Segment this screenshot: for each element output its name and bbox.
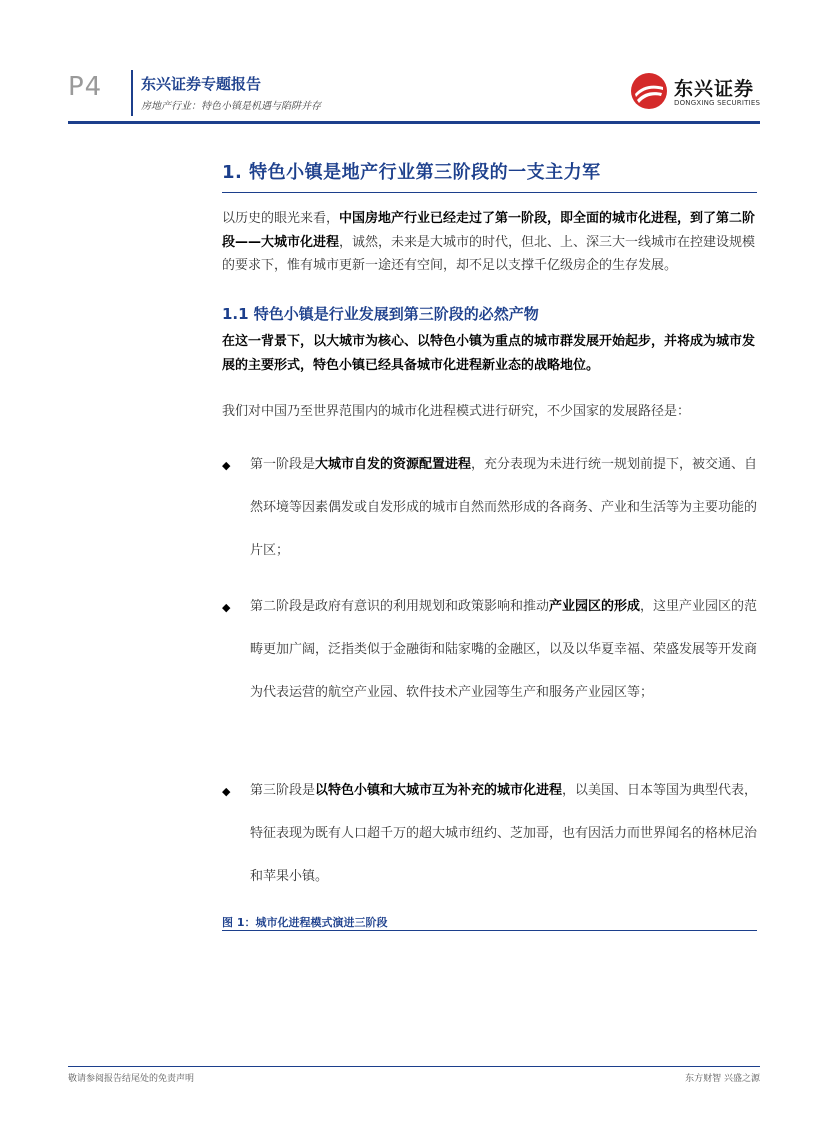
key-point-paragraph: 在这一背景下，以大城市为核心、以特色小镇为重点的城市群发展开始起步，并将成为城市发展的主要形式，特色小镇已经具备城市化进程新业态的战略地位。 [222, 334, 756, 373]
intro-rest-text: ，诚然，未来是大城市的时代，但北、上、深三大一线城市在控建设规模的要求下，惟有城市更新一途还有空间，却不足以支撑千亿级房企的生存发展。 [222, 234, 756, 273]
bullet-marker: ◆ [222, 459, 231, 472]
bullet-post: ，这里产业园区的范畴更加广阔，泛指类似于金融街和陆家嘴的金融区，以及以华夏幸福、荣盛发展等开发商为代表运营的航空产业园、软件技术产业园等生产和服务产业园区等； [250, 599, 758, 700]
section-heading-rule [222, 192, 757, 193]
company-logo [630, 72, 760, 114]
footer-rule [68, 1066, 760, 1067]
logo-emblem-icon [630, 72, 668, 110]
report-title: 东兴证券专题报告 [141, 75, 262, 93]
header-rule [68, 121, 760, 124]
page-number: P4 [68, 72, 103, 102]
bullet-marker: ◆ [222, 601, 231, 614]
figure-caption: 图 1：城市化进程模式演进三阶段 [222, 916, 388, 929]
bullet-item-stage-2 [250, 585, 760, 714]
logo-name-en: DONGXING SECURITIES [674, 99, 761, 107]
figure-caption-rule [222, 930, 757, 931]
bullet-post: ，以美国、日本等国为典型代表，特征表现为既有人口超千万的超大城市纽约、芝加哥，也有因活力而世界闻名的格林尼治和苹果小镇。 [250, 783, 758, 884]
bullet-post: ，充分表现为未进行统一规划前提下，被交通、自然环境等因素偶发或自发形成的城市自然而然形成的各商务、产业和生活等为主要功能的片区； [250, 457, 758, 558]
footer-slogan: 东方财智 兴盛之源 [685, 1074, 760, 1084]
bullet-marker: ◆ [222, 785, 231, 798]
bullet-item-stage-1 [250, 443, 760, 572]
research-intro-paragraph: 我们对中国乃至世界范围内的城市化进程模式进行研究，不少国家的发展路径是： [222, 404, 691, 419]
report-subtitle: 房地产行业：特色小镇是机遇与陷阱并存 [141, 101, 321, 112]
subsection-heading: 1.1 特色小镇是行业发展到第三阶段的必然产物 [222, 305, 539, 323]
bullet-bold: 产业园区的形成 [549, 599, 641, 614]
bullet-item-stage-3 [250, 769, 760, 898]
bullet-bold: 大城市自发的资源配置进程 [315, 457, 472, 472]
bullet-bold: 以特色小镇和大城市互为补充的城市化进程 [315, 783, 563, 798]
intro-bold-text: 中国房地产行业已经走过了第一阶段，即全面的城市化进程，到了第二阶段——大城市化进程 [222, 211, 756, 250]
footer-disclaimer: 敬请参阅报告结尾处的免责声明 [68, 1074, 195, 1084]
bullet-pre: 第一阶段是 [250, 457, 316, 472]
intro-paragraph [222, 207, 762, 278]
intro-text: 以历史的眼光来看， [222, 211, 340, 226]
logo-name-cn: 东兴证券 [674, 78, 755, 100]
bullet-pre: 第二阶段是政府有意识的利用规划和政策影响和推动 [250, 599, 550, 614]
section-heading: 1. 特色小镇是地产行业第三阶段的一支主力军 [222, 162, 601, 183]
header-divider [131, 70, 133, 116]
bullet-pre: 第三阶段是 [250, 783, 316, 798]
